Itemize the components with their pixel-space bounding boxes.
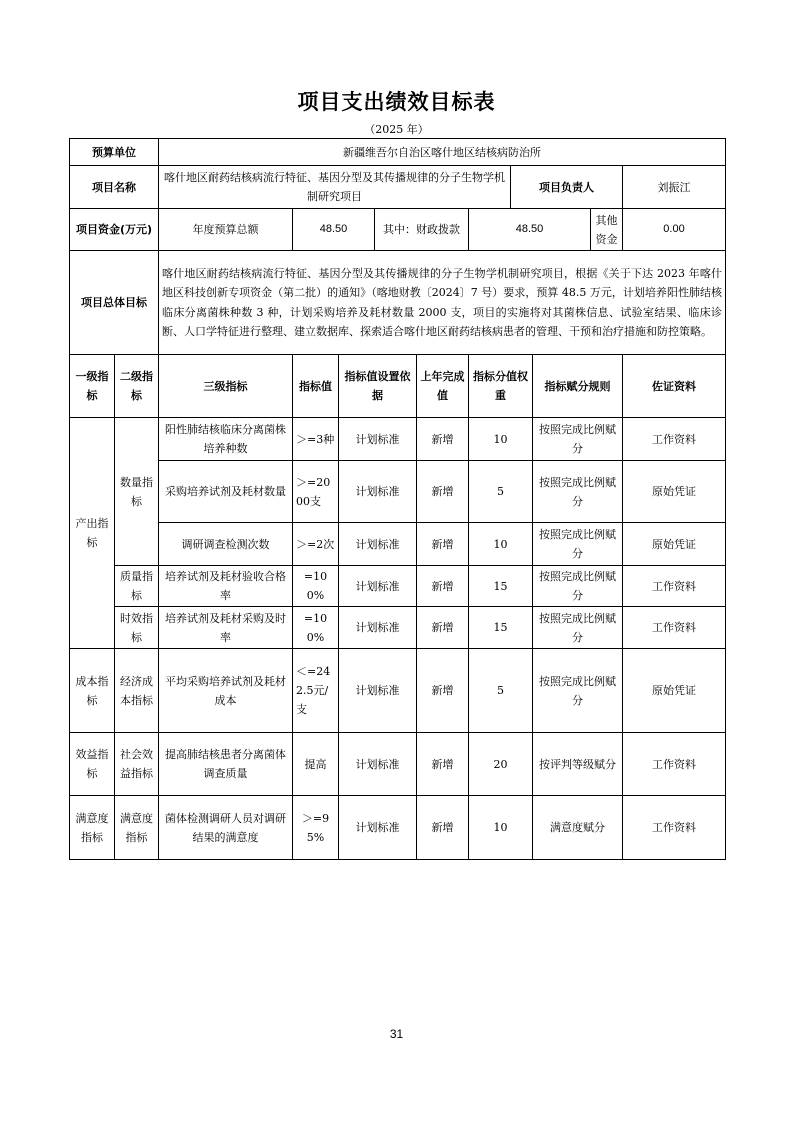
row-weight: 10 [469, 418, 533, 461]
table-row [70, 733, 726, 796]
row-value: =100% [293, 607, 339, 649]
project-name-label: 项目名称 [70, 166, 159, 209]
project-funds-label: 项目资金(万元) [70, 209, 159, 251]
row-value: ＜=242.5元/支 [293, 649, 339, 733]
row-weight: 10 [469, 523, 533, 566]
row-rule: 按照完成比例赋分 [533, 523, 623, 566]
row-value: ＞=2000支 [293, 461, 339, 523]
row-value: ＞=3种 [293, 418, 339, 461]
row-basis: 计划标准 [339, 418, 417, 461]
row-value: ＞=95% [293, 796, 339, 860]
project-name-value: 喀什地区耐药结核病流行特征、基因分型及其传播规律的分子生物学机制研究项目 [159, 166, 511, 209]
row-weight: 15 [469, 607, 533, 649]
header-value: 指标值 [293, 355, 339, 418]
indicator-header-row [70, 355, 726, 418]
year-subtitle: （2025 年） [364, 123, 429, 136]
budget-unit-label: 预算单位 [70, 139, 159, 166]
row-indicator: 采购培养试剂及耗材数量 [159, 461, 293, 523]
project-leader-value: 刘振江 [623, 166, 726, 209]
row-rule: 按照完成比例赋分 [533, 649, 623, 733]
table-row [70, 523, 726, 566]
row-evidence: 工作资料 [623, 566, 726, 607]
row-value: 提高 [293, 733, 339, 796]
row-basis: 计划标准 [339, 523, 417, 566]
subgroup-satisfaction: 满意度指标 [115, 796, 159, 860]
fiscal-funds-value: 48.50 [469, 209, 591, 251]
table-row [70, 566, 726, 607]
project-leader-label: 项目负责人 [511, 166, 623, 209]
page-title: 项目支出绩效目标表 [297, 90, 496, 114]
header-rule: 指标赋分规则 [533, 355, 623, 418]
row-basis: 计划标准 [339, 607, 417, 649]
row-basis: 计划标准 [339, 733, 417, 796]
row-rule: 按照完成比例赋分 [533, 461, 623, 523]
row-indicator: 阳性肺结核临床分离菌株培养种数 [159, 418, 293, 461]
subgroup-timeliness: 时效指标 [115, 607, 159, 649]
row-weight: 15 [469, 566, 533, 607]
row-indicator: 平均采购培养试剂及耗材成本 [159, 649, 293, 733]
row-evidence: 原始凭证 [623, 461, 726, 523]
header-level1: 一级指标 [70, 355, 115, 418]
row-last-year: 新增 [417, 523, 469, 566]
group-output: 产出指标 [70, 418, 115, 649]
budget-unit-value: 新疆维吾尔自治区喀什地区结核病防治所 [159, 139, 726, 166]
group-cost: 成本指标 [70, 649, 115, 733]
group-benefit: 效益指标 [70, 733, 115, 796]
row-weight: 5 [469, 649, 533, 733]
row-last-year: 新增 [417, 607, 469, 649]
row-basis: 计划标准 [339, 461, 417, 523]
row-evidence: 原始凭证 [623, 649, 726, 733]
table-row [70, 649, 726, 733]
row-evidence: 原始凭证 [623, 523, 726, 566]
row-basis: 计划标准 [339, 566, 417, 607]
project-funds-row [70, 209, 726, 251]
header-level2: 二级指标 [115, 355, 159, 418]
row-weight: 5 [469, 461, 533, 523]
row-last-year: 新增 [417, 418, 469, 461]
row-indicator: 培养试剂及耗材验收合格率 [159, 566, 293, 607]
table-row [70, 607, 726, 649]
fiscal-funds-label: 其中：财政拨款 [375, 209, 469, 251]
row-basis: 计划标准 [339, 796, 417, 860]
overall-goal-text: 喀什地区耐药结核病流行特征、基因分型及其传播规律的分子生物学机制研究项目，根据《关于下达 2023 年喀什地区科技创新专项资金（第二批）的通知》（喀地财教〔2024〕7 号）要求，预算 48.5 万元，计划培养阳性肺结核临床分离菌株种数 3 种，计划采购培养及耗材数量 2000 支，项目的实施将对其菌株信息、试验室结果、临床诊断、人口学特征进行整理、建立数据库、探索适合喀什地区耐药结核病患者的管理、干预和治疗措施和防控策略。 [159, 251, 726, 355]
row-last-year: 新增 [417, 649, 469, 733]
header-weight: 指标分值权重 [469, 355, 533, 418]
row-last-year: 新增 [417, 461, 469, 523]
header-level3: 三级指标 [159, 355, 293, 418]
row-value: =100% [293, 566, 339, 607]
row-rule: 按照完成比例赋分 [533, 566, 623, 607]
table-row [70, 418, 726, 461]
row-indicator: 提高肺结核患者分离菌体调查质量 [159, 733, 293, 796]
row-indicator: 菌体检测调研人员对调研结果的满意度 [159, 796, 293, 860]
row-rule: 按照完成比例赋分 [533, 607, 623, 649]
row-evidence: 工作资料 [623, 733, 726, 796]
group-satisfaction: 满意度指标 [70, 796, 115, 860]
header-evidence: 佐证资料 [623, 355, 726, 418]
row-evidence: 工作资料 [623, 607, 726, 649]
table-row [70, 461, 726, 523]
row-value: ＞=2次 [293, 523, 339, 566]
annual-budget-total-value: 48.50 [293, 209, 375, 251]
subgroup-quantity: 数量指标 [115, 418, 159, 566]
subgroup-social-benefit: 社会效益指标 [115, 733, 159, 796]
row-indicator: 培养试剂及耗材采购及时率 [159, 607, 293, 649]
header-last-year: 上年完成值 [417, 355, 469, 418]
budget-unit-row [70, 139, 726, 166]
row-rule: 满意度赋分 [533, 796, 623, 860]
row-indicator: 调研调查检测次数 [159, 523, 293, 566]
row-rule: 按评判等级赋分 [533, 733, 623, 796]
row-weight: 20 [469, 733, 533, 796]
row-last-year: 新增 [417, 733, 469, 796]
row-last-year: 新增 [417, 796, 469, 860]
row-basis: 计划标准 [339, 649, 417, 733]
header-basis: 指标值设置依据 [339, 355, 417, 418]
row-evidence: 工作资料 [623, 796, 726, 860]
other-funds-value: 0.00 [623, 209, 726, 251]
subgroup-quality: 质量指标 [115, 566, 159, 607]
overall-goal-label: 项目总体目标 [70, 251, 159, 355]
other-funds-label: 其他资金 [591, 209, 623, 251]
row-weight: 10 [469, 796, 533, 860]
row-last-year: 新增 [417, 566, 469, 607]
project-name-row [70, 166, 726, 209]
row-rule: 按照完成比例赋分 [533, 418, 623, 461]
subgroup-economic-cost: 经济成本指标 [115, 649, 159, 733]
annual-budget-total-label: 年度预算总额 [159, 209, 293, 251]
overall-goal-row [70, 251, 726, 355]
row-evidence: 工作资料 [623, 418, 726, 461]
table-row [70, 796, 726, 860]
performance-target-table [69, 138, 726, 860]
page-number: 31 [389, 1027, 404, 1041]
